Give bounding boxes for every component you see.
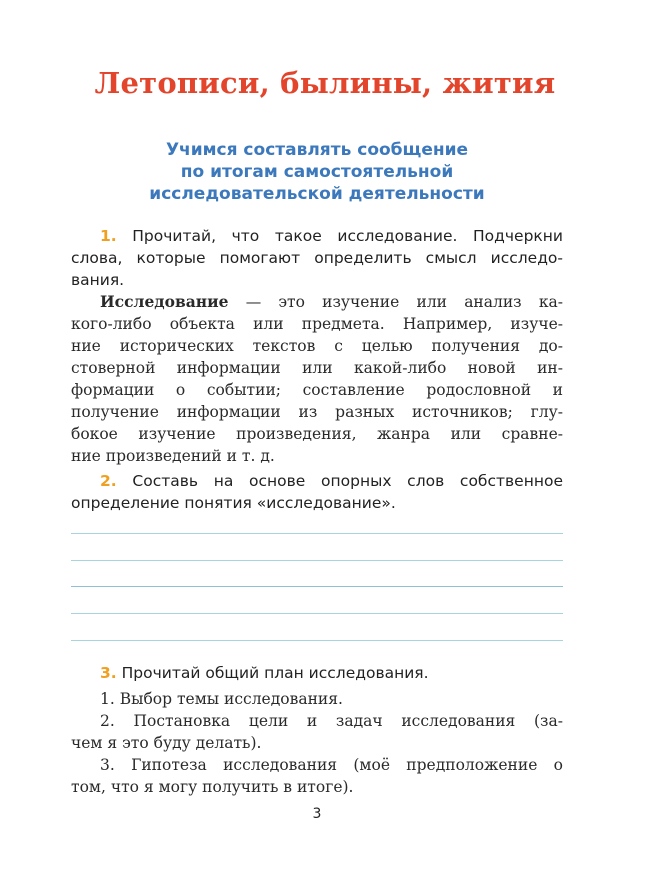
task-2-instruction: 2. Составь на основе опорных слов собственное определение понятия «исследование». bbox=[71, 472, 563, 512]
plan-item: 1. Выбор темы исследования. bbox=[100, 690, 343, 708]
answer-line[interactable] bbox=[71, 613, 563, 614]
definition-term: Исследование bbox=[100, 292, 229, 311]
research-plan-list: 1. Выбор темы исследования. 2. Постановка цели и задач исследования (за- чем я это буду делать). 3. Гипотеза исследования (моё предположение о том, что я могу получить в итоге). bbox=[71, 690, 563, 796]
task-number: 3. bbox=[100, 664, 117, 682]
task-3-instruction: 3. Прочитай общий план исследования. bbox=[100, 664, 429, 682]
task-number: 1. bbox=[100, 227, 117, 245]
answer-line[interactable] bbox=[71, 560, 563, 561]
definition-paragraph: Исследование — это изучение или анализ ка- кого-либо объекта или предмета. Например, изуче- ние исторических текстов с целью получения до- стоверной информации или какой-либо новой ин- формации о событии; составление родословной и получение информации из разных источников; глу- бокое изучение произведения, жанра или сравне- ние произведений и т. д. bbox=[71, 292, 563, 465]
plan-item: 3. Гипотеза исследования (моё предположение о bbox=[100, 756, 563, 774]
answer-line[interactable] bbox=[71, 640, 563, 641]
page-number: 3 bbox=[312, 806, 322, 822]
plan-item: 2. Постановка цели и задач исследования (за- bbox=[100, 712, 563, 730]
answer-line[interactable] bbox=[71, 586, 563, 587]
task-number: 2. bbox=[100, 472, 117, 490]
subtitle-line: Учимся составлять сообщение bbox=[165, 140, 469, 160]
subtitle-line: исследовательской деятельности bbox=[149, 184, 485, 204]
task-1-instruction: 1. Прочитай, что такое исследование. Подчеркни слова, которые помогают определить смысл исследо- вания. bbox=[71, 227, 563, 289]
answer-line[interactable] bbox=[71, 533, 563, 534]
page-title: Летописи, былины, жития bbox=[94, 66, 556, 100]
section-subtitle bbox=[0, 139, 634, 205]
subtitle-line: по итогам самостоятельной bbox=[180, 162, 454, 182]
